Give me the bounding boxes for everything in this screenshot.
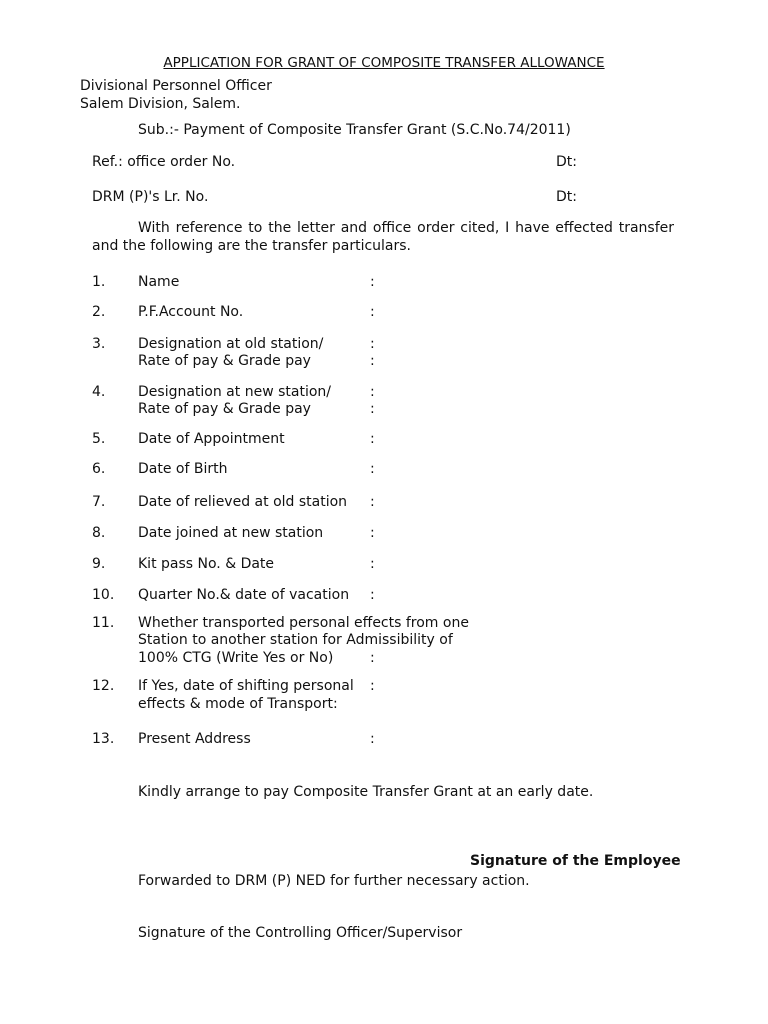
item-colon: :	[370, 650, 375, 666]
item-colon: :	[370, 304, 375, 320]
item-number: 8.	[92, 525, 106, 541]
item-number: 12.	[92, 678, 115, 694]
item-label-pf-account: P.F.Account No.	[138, 304, 244, 320]
item-label-transported-1: Whether transported personal effects from one	[138, 615, 469, 631]
item-number: 13.	[92, 731, 115, 747]
item-colon: :	[370, 556, 375, 572]
item-colon: :	[370, 353, 375, 369]
item-label-new-pay: Rate of pay & Grade pay	[138, 401, 311, 417]
request-line: Kindly arrange to pay Composite Transfer Grant at an early date.	[138, 784, 594, 800]
item-colon: :	[370, 336, 375, 352]
item-colon: :	[370, 401, 375, 417]
drm-letter-label: DRM (P)'s Lr. No.	[92, 189, 209, 205]
addressee-line-1: Divisional Personnel Officer	[80, 78, 272, 94]
item-number: 9.	[92, 556, 106, 572]
item-label-new-designation: Designation at new station/	[138, 384, 331, 400]
item-number: 4.	[92, 384, 106, 400]
drm-letter-date: Dt:	[556, 189, 577, 205]
ref-office-order-date: Dt:	[556, 154, 577, 170]
ref-office-order-label: Ref.: office order No.	[92, 154, 236, 170]
item-label-transported-3: 100% CTG (Write Yes or No)	[138, 650, 334, 666]
item-colon: :	[370, 431, 375, 447]
item-label-old-pay: Rate of pay & Grade pay	[138, 353, 311, 369]
item-label-address: Present Address	[138, 731, 251, 747]
item-colon: :	[370, 494, 375, 510]
item-label-birth: Date of Birth	[138, 461, 228, 477]
controlling-officer-signature-label: Signature of the Controlling Officer/Supervisor	[138, 925, 463, 941]
addressee-line-2: Salem Division, Salem.	[80, 96, 241, 112]
item-label-shifting-2: effects & mode of Transport:	[138, 696, 338, 712]
item-colon: :	[370, 525, 375, 541]
item-colon: :	[370, 461, 375, 477]
item-colon: :	[370, 678, 375, 694]
subject-line: Sub.:- Payment of Composite Transfer Grant (S.C.No.74/2011)	[138, 122, 571, 138]
item-label-name: Name	[138, 274, 180, 290]
item-label-joined: Date joined at new station	[138, 525, 324, 541]
item-colon: :	[370, 587, 375, 603]
item-number: 10.	[92, 587, 115, 603]
item-colon: :	[370, 384, 375, 400]
item-label-transported-2: Station to another station for Admissibility of	[138, 632, 453, 648]
item-number: 11.	[92, 615, 115, 631]
item-number: 2.	[92, 304, 106, 320]
item-label-old-designation: Designation at old station/	[138, 336, 324, 352]
item-number: 6.	[92, 461, 106, 477]
document-title: APPLICATION FOR GRANT OF COMPOSITE TRANSFER ALLOWANCE	[163, 55, 605, 71]
item-number: 3.	[92, 336, 106, 352]
item-colon: :	[370, 274, 375, 290]
item-label-shifting-1: If Yes, date of shifting personal	[138, 678, 354, 694]
item-colon: :	[370, 731, 375, 747]
item-label-relieved: Date of relieved at old station	[138, 494, 348, 510]
item-label-quarter: Quarter No.& date of vacation	[138, 587, 350, 603]
intro-paragraph: With reference to the letter and office order cited, I have effected transfer and the following are the transfer particulars.	[92, 220, 674, 254]
forwarded-line: Forwarded to DRM (P) NED for further necessary action.	[138, 873, 530, 889]
item-label-appointment: Date of Appointment	[138, 431, 285, 447]
employee-signature-label: Signature of the Employee	[470, 853, 681, 869]
item-label-kit-pass: Kit pass No. & Date	[138, 556, 275, 572]
item-number: 1.	[92, 274, 106, 290]
item-number: 7.	[92, 494, 106, 510]
item-number: 5.	[92, 431, 106, 447]
